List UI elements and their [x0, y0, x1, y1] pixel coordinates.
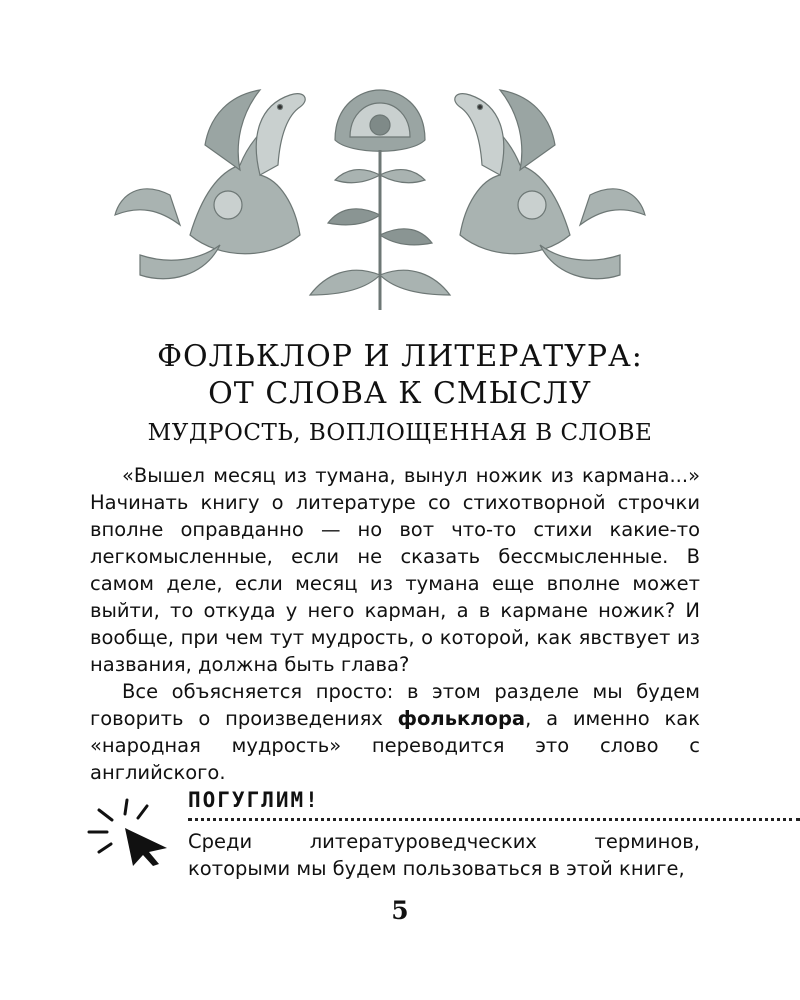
page-number: 5 — [391, 896, 409, 925]
paragraph-2-end: , а именно как «народная мудрость» переводится это слово с английского. — [90, 707, 700, 784]
cursor-click-icon — [85, 796, 177, 866]
google-it-text: Среди литературоведческих терминов, которыми мы будем пользоваться в этой книге, — [188, 830, 700, 880]
google-it-box — [85, 788, 800, 888]
body-text — [90, 462, 700, 786]
folklore-term: фольклора — [397, 707, 526, 730]
chapter-title-line-2: ОТ СЛОВА К СМЫСЛУ — [208, 376, 592, 411]
folk-ornament-illustration — [110, 85, 650, 315]
right-bird-icon — [455, 90, 645, 279]
paragraph-2-start: Все объясняется просто: в этом разделе мы будем говорить о произведениях — [90, 680, 700, 730]
section-subtitle: МУДРОСТЬ, ВОПЛОЩЕННАЯ В СЛОВЕ — [147, 420, 653, 446]
chapter-title — [0, 338, 800, 412]
dotted-divider — [188, 818, 800, 821]
left-bird-icon — [115, 90, 305, 279]
paragraph-2 — [90, 678, 700, 786]
flower-icon — [310, 90, 450, 310]
paragraph-1: «Вышел месяц из тумана, вынул ножик из кармана...» Начинать книгу о литературе со стихотворной строчки вполне оправданно — но вот что-то стихи какие-то легкомысленные, если не сказать бессмысленные. В самом деле, если месяц из тумана еще вполне может выйти, то откуда у него карман, а в кармане ножик? И вообще, при чем тут мудрость, о которой, как явствует из названия, должна быть глава? — [90, 464, 700, 676]
chapter-title-line-1: ФОЛЬКЛОР И ЛИТЕРАТУРА: — [157, 339, 643, 374]
google-it-title: ПОГУГЛИМ! — [188, 788, 320, 812]
